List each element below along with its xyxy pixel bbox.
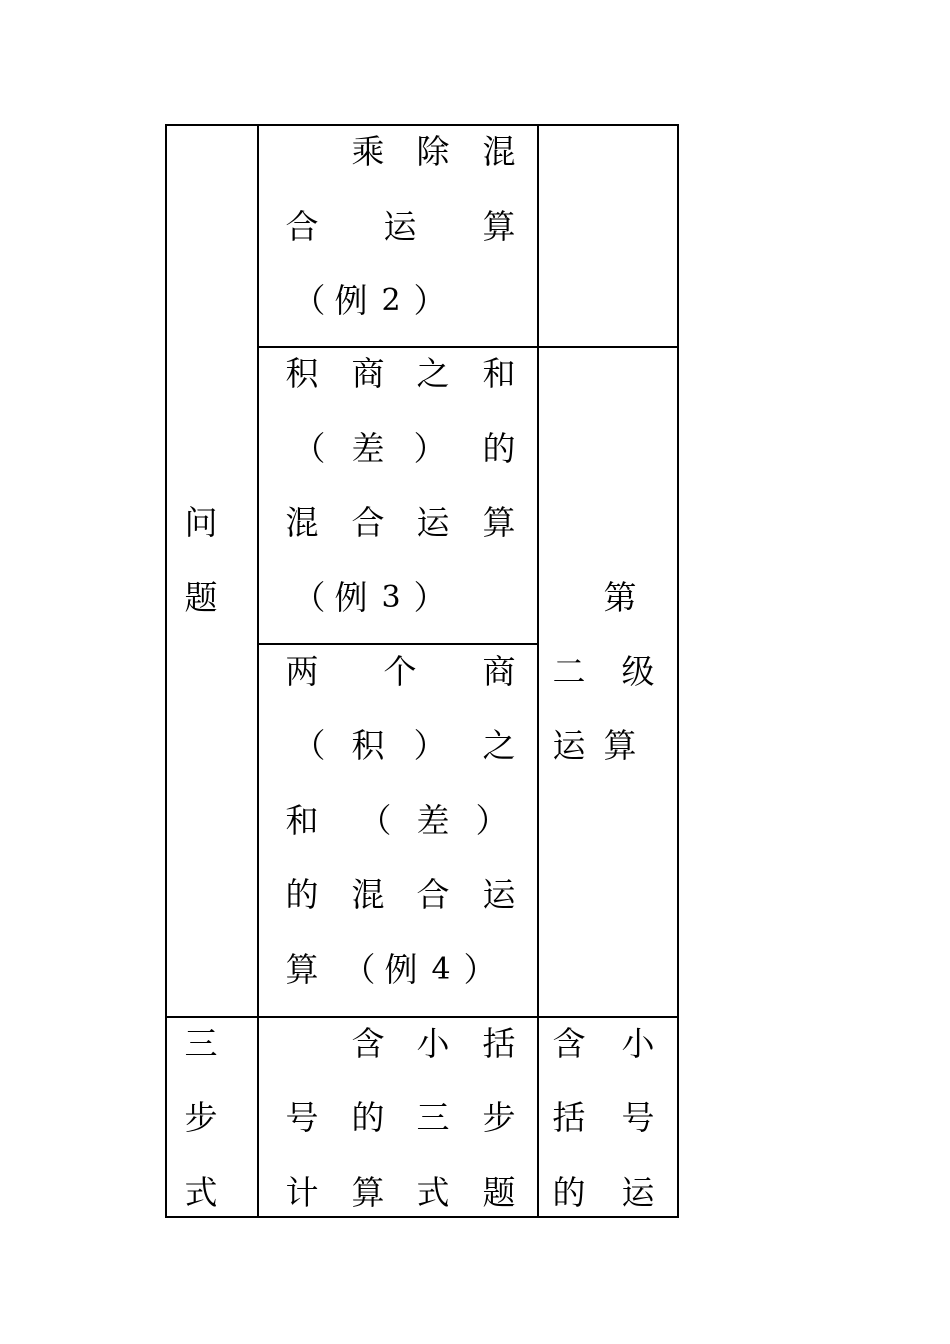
cell-char: 运 [552, 726, 586, 765]
cell-char: 例 [334, 578, 368, 617]
cell-char: 3 [381, 580, 401, 615]
cell-char: ） [413, 578, 447, 617]
cell-char: （ [292, 281, 326, 320]
cell-char: ） [413, 281, 447, 320]
cell-char: ） [475, 801, 509, 840]
cell-char: 含 [351, 1024, 385, 1063]
cell-char: 运 [621, 1173, 655, 1212]
cell-char: 差 [351, 429, 385, 468]
cell-char: 的 [351, 1098, 385, 1137]
cell-char: 除 [416, 132, 450, 171]
cell-char: 算 [603, 726, 637, 765]
cell-char: 2 [381, 283, 401, 318]
cell-char: （ [358, 801, 392, 840]
cell-char: 小 [621, 1024, 655, 1063]
cell-char: 题 [184, 578, 218, 617]
cell-char: 合 [416, 875, 450, 914]
cell-char: 和 [285, 801, 319, 840]
cell-char: 积 [351, 726, 385, 765]
cell-char: （ [342, 950, 376, 989]
cell-char: 积 [285, 354, 319, 393]
cell-char: 之 [482, 726, 516, 765]
cell-char: 小 [416, 1024, 450, 1063]
cell-char: 号 [621, 1098, 655, 1137]
cell-char: 运 [416, 503, 450, 542]
cell-char: 算 [285, 950, 319, 989]
cell-char: 三 [416, 1098, 450, 1137]
cell-char: ） [463, 950, 497, 989]
cell-char: 个 [383, 652, 417, 691]
cell-char: （ [292, 429, 326, 468]
cell-char: 的 [552, 1173, 586, 1212]
cell-char: 式 [416, 1173, 450, 1212]
cell-char: 运 [482, 875, 516, 914]
cell-char: 三 [184, 1024, 218, 1063]
cell-char: 括 [552, 1098, 586, 1137]
cell-char: （ [292, 578, 326, 617]
cell-char: 级 [621, 652, 655, 691]
cell-char: 乘 [351, 132, 385, 171]
cell-char: 之 [416, 354, 450, 393]
cell-char: ） [413, 429, 447, 468]
cell-char: 题 [482, 1173, 516, 1212]
cell-char: 算 [482, 207, 516, 246]
cell-char: 混 [482, 132, 516, 171]
cell-char: 的 [285, 875, 319, 914]
cell-char: 的 [482, 429, 516, 468]
cell-char: 差 [416, 801, 450, 840]
cell-char: 号 [285, 1098, 319, 1137]
cell-char: 运 [383, 207, 417, 246]
cell-char: 第 [603, 578, 637, 617]
cell-char: 合 [285, 207, 319, 246]
cell-char: 算 [351, 1173, 385, 1212]
cell-char: 混 [351, 875, 385, 914]
cell-char: 步 [482, 1098, 516, 1137]
cell-char: 式 [184, 1173, 218, 1212]
cell-char: 4 [431, 952, 451, 987]
cell-char: 商 [482, 652, 516, 691]
cell-char: 算 [482, 503, 516, 542]
cell-char: ） [413, 726, 447, 765]
cell-char: 计 [285, 1173, 319, 1212]
cell-char: 步 [184, 1098, 218, 1137]
cell-char: 例 [384, 950, 418, 989]
cell-char: 合 [351, 503, 385, 542]
cell-char: 例 [334, 281, 368, 320]
cell-char: 括 [482, 1024, 516, 1063]
cell-char: 两 [285, 652, 319, 691]
cell-char: 含 [552, 1024, 586, 1063]
cell-char: 商 [351, 354, 385, 393]
cell-char: 和 [482, 354, 516, 393]
cell-char: 问 [184, 503, 218, 542]
cell-char: （ [292, 726, 326, 765]
cell-char: 混 [285, 503, 319, 542]
cell-char: 二 [552, 652, 586, 691]
